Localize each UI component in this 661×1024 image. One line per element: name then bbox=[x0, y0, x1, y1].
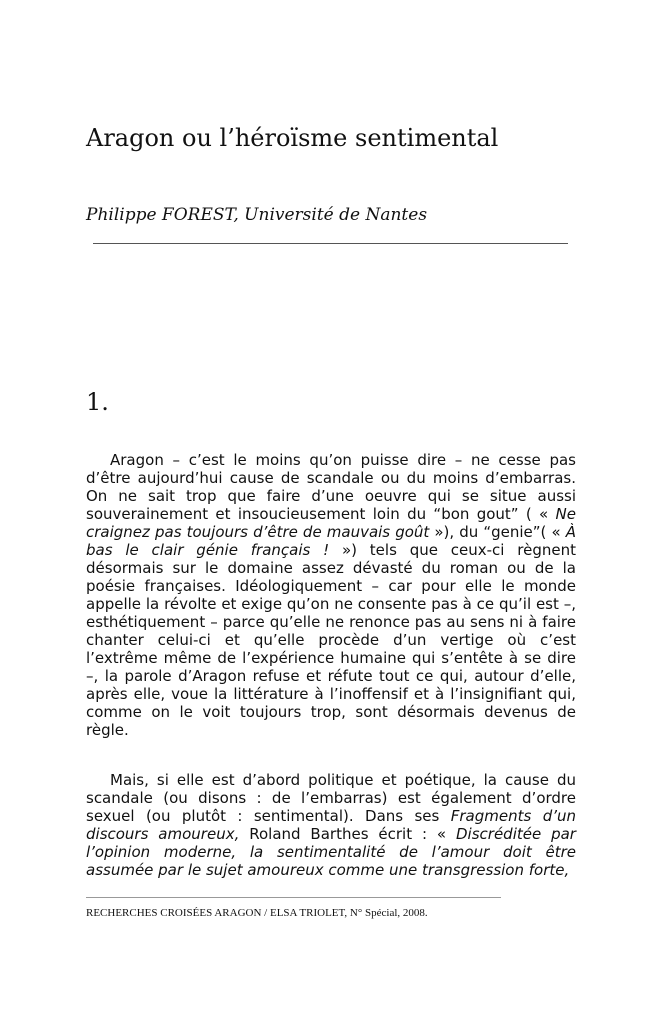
author-line: Philippe FOREST, Université de Nantes bbox=[86, 205, 428, 225]
paragraph-2-text-a: Mais, si elle est d’abord politique et poétique, la cause du scandale (ou disons : de l’embarras) est également d’ordre sexuel (ou plutôt : sentimental). Dans ses bbox=[86, 771, 576, 825]
article-title: Aragon ou l’héroïsme sentimental bbox=[86, 124, 499, 152]
footer-citation: RECHERCHES CROISÉES ARAGON / ELSA TRIOLET, N° Spécial, 2008. bbox=[86, 907, 428, 919]
footer-divider bbox=[86, 897, 501, 898]
paragraph-1-quote-b: À bas le clair génie français ! bbox=[86, 523, 577, 559]
header-divider bbox=[93, 243, 568, 244]
paragraph-2-text-b: Roland Barthes écrit : « bbox=[239, 825, 456, 843]
paragraph-1-text-b: »), du “genie”( « bbox=[429, 523, 566, 541]
paragraph-2 bbox=[86, 771, 576, 879]
paragraph-1-text-c: ») tels que ceux-ci règnent désormais sur le domaine assez dévasté du roman ou de la poésie françaises. Idéologiquement – car pour elle le monde appelle la révolte et exige qu’on ne consente pas à ce qu’il est –, esthétiquement – parce qu’elle ne renonce pas au sens ni à faire chanter celui-ci et qu’elle procède d’un vertige où c’est l’extrême même de l’expérience humaine qui s’entête à se dire –, la parole d’Aragon refuse et réfute tout ce qui, autour d’elle, après elle, voue la littérature à l’inoffensif et à l’insignifiant qui, comme on le voit toujours trop, sont désormais devenus de règle. bbox=[86, 541, 576, 739]
section-number: 1. bbox=[86, 388, 109, 416]
paragraph-2-book-title: Fragments d’un discours amoureux, bbox=[86, 807, 576, 843]
paragraph-1 bbox=[86, 451, 576, 739]
paragraph-1-quote-a: Ne craignez pas toujours d’être de mauvais goût bbox=[86, 505, 576, 541]
paragraph-1-text-a: Aragon – c’est le moins qu’on puisse dire – ne cesse pas d’être aujourd’hui cause de scandale ou du moins d’embarras. On ne sait trop que faire d’une oeuvre qui se situe aussi souverainement et insoucieusement loin du “bon gout” ( « bbox=[86, 451, 576, 523]
paragraph-2-quote: Discréditée par l’opinion moderne, la sentimentalité de l’amour doit être assumée par le sujet amoureux comme une transgression forte, bbox=[86, 825, 576, 879]
